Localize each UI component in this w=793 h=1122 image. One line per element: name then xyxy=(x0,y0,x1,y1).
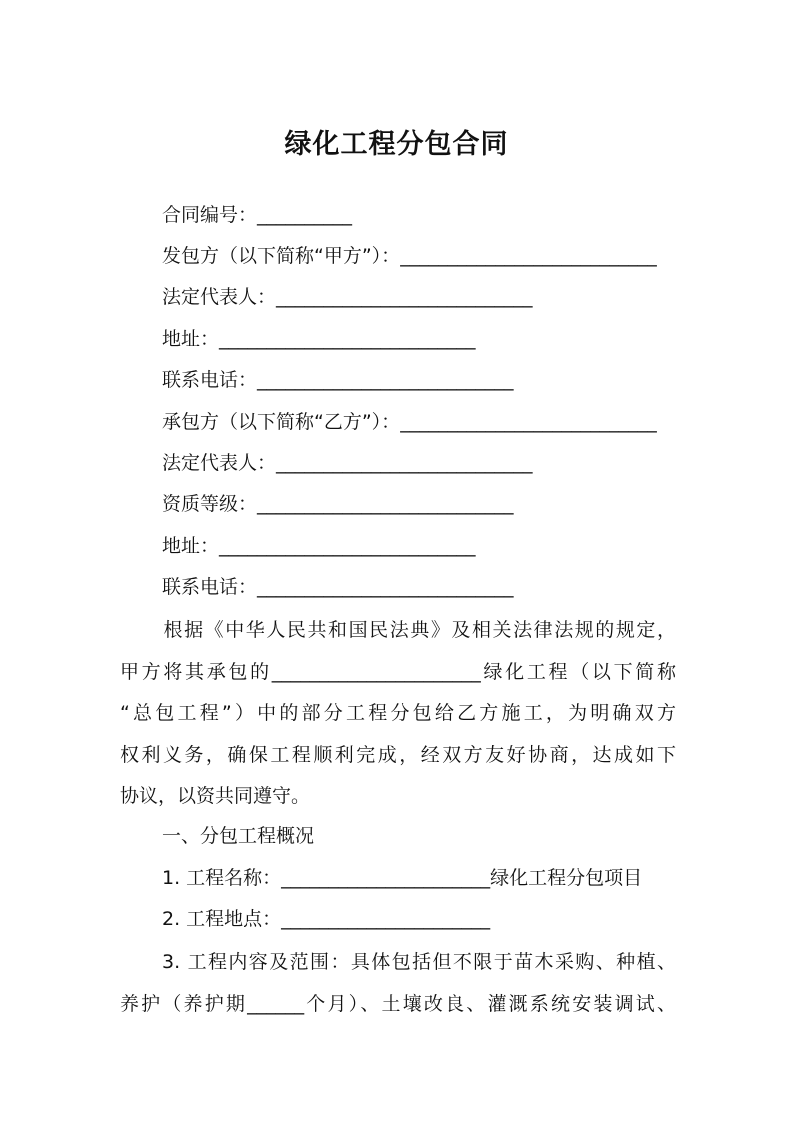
party-b-representative-blank: ___________________________ xyxy=(276,452,533,474)
party-a-representative-blank: ___________________________ xyxy=(276,286,533,308)
party-b-phone-blank: ___________________________ xyxy=(257,576,514,598)
party-b-phone-label: 联系电话： xyxy=(162,576,258,598)
preamble-paragraph xyxy=(120,610,676,818)
preamble-line: 根据《中华人民共和国民法典》及相关法律法规的规定， xyxy=(162,619,676,641)
preamble-line: 权利义务，确保工程顺利完成，经双方友好协商，达成如下 xyxy=(120,743,676,766)
party-b-qualification-label: 资质等级： xyxy=(162,493,258,515)
party-b-address-label: 地址： xyxy=(162,535,220,557)
party-b-qualification-line xyxy=(162,492,514,516)
preamble-line: “总包工程”）中的部分工程分包给乙方施工，为明确双方 xyxy=(120,702,676,724)
party-b-phone-line xyxy=(162,575,514,599)
party-b-qualification-blank: ___________________________ xyxy=(257,493,514,515)
party-a-blank: ___________________________ xyxy=(400,245,657,267)
party-a-representative-line xyxy=(162,285,533,309)
party-b-address-blank: ___________________________ xyxy=(219,535,476,557)
party-a-phone-line xyxy=(162,368,514,392)
item-project-name: 1. 工程名称：______________________绿化工程分包项目 xyxy=(162,867,643,889)
party-a-representative-label: 法定代表人： xyxy=(162,286,277,308)
item-project-location: 2. 工程地点：______________________ xyxy=(162,908,491,930)
preamble-line: 甲方将其承包的______________________绿化工程（以下简称 xyxy=(120,660,676,683)
party-a-label: 发包方（以下简称“甲方”）： xyxy=(162,245,401,267)
party-b-label: 承包方（以下简称“乙方”）： xyxy=(162,411,401,433)
party-b-blank: ___________________________ xyxy=(400,411,657,433)
preamble-line: 协议，以资共同遵守。 xyxy=(120,785,311,807)
scope-line: 养护（养护期______个月）、土壤改良、灌溉系统安装调试、 xyxy=(120,992,676,1015)
party-a-address-blank: ___________________________ xyxy=(219,328,476,350)
section-1-heading: 一、分包工程概况 xyxy=(162,825,315,847)
document-title: 绿化工程分包合同 xyxy=(284,129,509,160)
item-project-scope xyxy=(120,942,676,1025)
party-a-line xyxy=(162,244,657,268)
party-b-representative-line xyxy=(162,451,533,475)
party-b-line xyxy=(162,410,657,434)
scope-line: 3. 工程内容及范围：具体包括但不限于苗木采购、种植、 xyxy=(162,951,676,973)
party-a-phone-blank: ___________________________ xyxy=(257,369,514,391)
contract-number-label: 合同编号： xyxy=(162,204,258,226)
party-a-phone-label: 联系电话： xyxy=(162,369,258,391)
party-b-representative-label: 法定代表人： xyxy=(162,452,277,474)
contract-number-line xyxy=(162,203,352,227)
party-b-address-line xyxy=(162,534,476,558)
party-a-address-label: 地址： xyxy=(162,328,220,350)
party-a-address-line xyxy=(162,327,476,351)
contract-number-blank: __________ xyxy=(257,204,353,226)
